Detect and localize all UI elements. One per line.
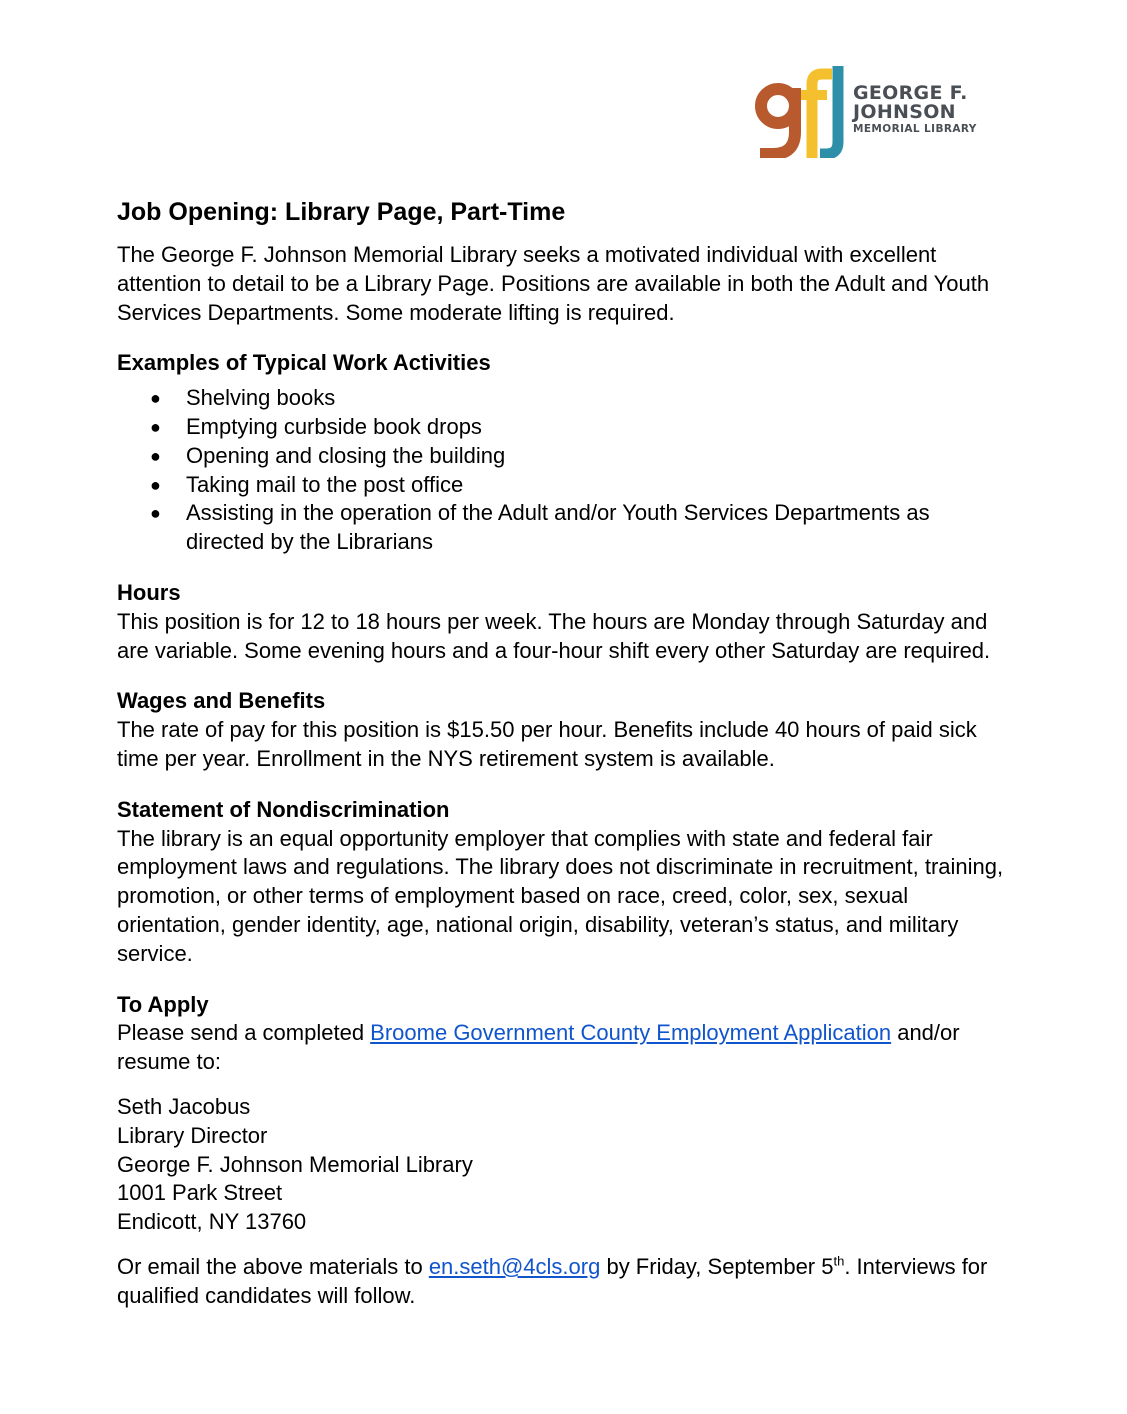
list-item: ● Opening and closing the building — [186, 442, 1007, 471]
address-street: 1001 Park Street — [117, 1180, 283, 1206]
nondiscrimination-heading: Statement of Nondiscrimination — [117, 796, 450, 822]
intro-paragraph: The George F. Johnson Memorial Library seeks a motivated individual with excellent attention to detail to be a Library Page. Positions are available in both the Adult and Youth Services Departments. Some moderate lifting is required. — [117, 242, 990, 325]
logo-wordmark — [853, 84, 977, 136]
activities-heading: Examples of Typical Work Activities — [117, 350, 491, 376]
apply-paragraph: Please send a completed Broome Government County Employment Application and/or resume to: — [117, 1020, 960, 1075]
list-item: ● Taking mail to the post office — [186, 471, 1007, 500]
apply-heading: To Apply — [117, 991, 209, 1017]
list-item: ● Emptying curbside book drops — [186, 413, 1007, 442]
list-item: ● Shelving books — [186, 384, 1007, 413]
nondiscrimination-paragraph: The library is an equal opportunity employer that complies with state and federal fair employment laws and regulations. The library does not discriminate in recruitment, training, promotion, or other terms of employment based on race, creed, color, sex, sexual orientation, gender identity, age, national origin, disability, veteran’s status, and military service. — [117, 825, 1004, 966]
bullet-icon: ● — [150, 445, 161, 466]
bullet-icon: ● — [150, 503, 161, 524]
logo-line-2: JOHNSON — [853, 101, 956, 123]
activities-list — [117, 384, 1007, 557]
email-paragraph: Or email the above materials to en.seth@4cls.org by Friday, September 5th. Interviews for qualified candidates will follow. — [117, 1253, 988, 1308]
bullet-icon: ● — [150, 388, 161, 409]
address-org: George F. Johnson Memorial Library — [117, 1151, 473, 1177]
gfj-logo-icon — [754, 62, 849, 158]
wages-heading: Wages and Benefits — [117, 688, 326, 714]
mailing-address — [117, 1093, 1007, 1237]
hours-heading: Hours — [117, 579, 181, 605]
bullet-icon: ● — [150, 474, 161, 495]
address-city: Endicott, NY 13760 — [117, 1209, 307, 1235]
list-item: ● Assisting in the operation of the Adult and/or Youth Services Departments as directed by the Librarians — [150, 500, 930, 555]
address-title: Library Director — [117, 1122, 268, 1148]
address-name: Seth Jacobus — [117, 1093, 251, 1119]
logo-line-3: MEMORIAL LIBRARY — [853, 123, 977, 135]
page-title: Job Opening: Library Page, Part-Time — [117, 198, 566, 226]
employment-application-link[interactable]: Broome Government County Employment Application — [370, 1020, 892, 1046]
bullet-icon: ● — [150, 416, 161, 437]
email-link[interactable]: en.seth@4cls.org — [428, 1253, 601, 1279]
hours-paragraph: This position is for 12 to 18 hours per week. The hours are Monday through Saturday and are variable. Some evening hours and a four-hour shift every other Saturday are required. — [117, 608, 991, 663]
logo-line-1: GEORGE F. — [853, 82, 968, 104]
library-logo — [754, 62, 984, 158]
document-body — [117, 196, 1007, 1311]
wages-paragraph: The rate of pay for this position is $15.50 per hour. Benefits include 40 hours of paid sick time per year. Enrollment in the NYS retirement system is available. — [117, 717, 977, 771]
